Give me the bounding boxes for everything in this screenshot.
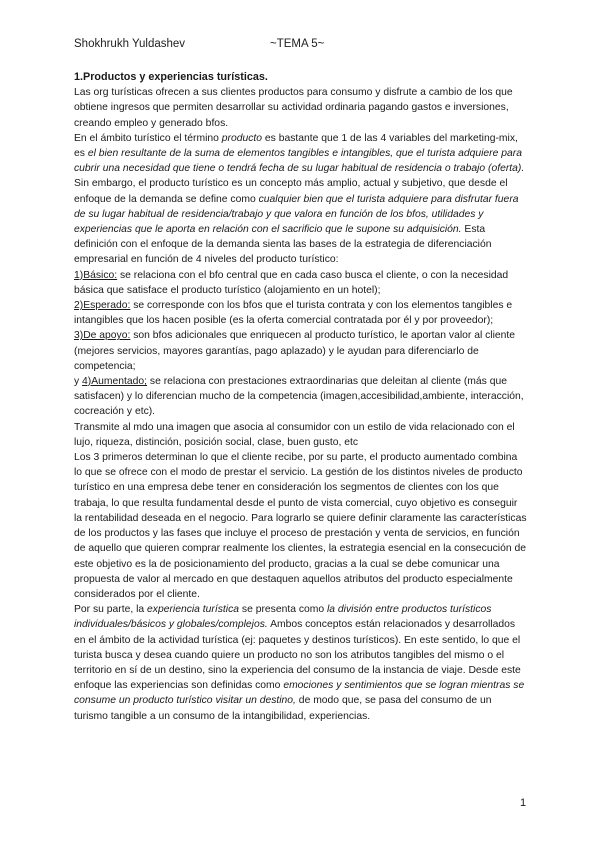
level-augmented — [74, 374, 528, 420]
text-run: y — [74, 376, 83, 388]
text-run: se presenta como — [239, 604, 327, 616]
italic-definition: el bien resultante de la suma de elementos tangibles e intangibles, que el turista adquiere para cubrir una necesidad que tiene o tendrá fecha de su lugar habitual de residencia o trabajo (oferta). — [74, 148, 525, 175]
paragraph-management: Los 3 primeros determinan lo que el cliente recibe, por su parte, el producto aumentado combina lo que se ofrece con el modo de prestar el servicio. La gestión de los distintos niveles de producto turístico en una empresa debe tener en consideración los segmentos de clientes con los que trabaja, lo que resulta fundamental desde el punto de vista comercial, cuyo objetivo es conseguir la rentabilidad deseada en el negocio. Para lograrlo se quiere definir claramente las características de los productos y las fases que incluye el proceso de prestación y venta de servicios, en función de aquello que quieren comprar realmente los clientes, la estrategia esencial en la consecución de este objetivo es la de posicionamiento del producto, gracias a la cual se debe comunicar una propuesta de valor al mercado en que destaquen aquellos atributos del producto especialmente considerados por el cliente. — [74, 452, 527, 600]
level-expected — [74, 298, 528, 328]
paragraph-experience — [74, 602, 528, 724]
author-name: Shokhrukh Yuldashev — [74, 38, 186, 50]
italic-definition: emociones y sentimientos que se logran mientras se consume un producto turístico visitar un destino, — [74, 680, 525, 707]
level-label: 4)Aumentado; — [82, 376, 148, 388]
level-text: son bfos adicionales que enriquecen al producto turístico, le aportan valor al cliente (mejores servicios, mayores garantías, pago aplazado) y le ayudan para diferenciarlo de competencia; — [74, 330, 516, 372]
document-body — [74, 70, 528, 724]
text-run: de modo que, se pasa del consumo de un turismo tangible a un consumo de la intangibilidad, experiencias. — [74, 695, 492, 722]
text-run: Ambos conceptos están relacionados y desarrollados en el ámbito de la actividad turística (ej: paquetes y destinos turísticos). En este sentido, lo que el turista busca y desea cuando quiere un producto no son los atributos tangibles del mismo o el territorio en sí de un destino, sino la experiencia del consumo de la instancia de viaje. Desde este enfoque las experiencias son definidas como — [74, 619, 521, 692]
page-number: 1 — [520, 797, 527, 809]
text-run: Por su parte, la — [74, 604, 148, 616]
italic-term: producto — [221, 132, 263, 144]
topic-title: ~TEMA 5~ — [270, 38, 325, 50]
paragraph-intro: Las org turísticas ofrecen a sus clientes productos para consumo y disfrute a cambio de los que obtiene ingresos que permiten desarrollar su actividad ordinaria pagando gastos e inversiones, creando empleo y generado bfos. — [74, 87, 513, 129]
level-text: se corresponde con los bfos que el turista contrata y con los elementos tangibles e intangibles que los hacen posible (es la oferta comercial contratada por él y por proveedor); — [74, 300, 513, 327]
paragraph-image: Transmite al mdo una imagen que asocia al consumidor con un estilo de vida relacionado con el lujo, riqueza, distinción, posición social, clase, buen gusto, etc — [74, 421, 515, 448]
paragraph-definition — [74, 131, 528, 268]
page-header — [74, 38, 325, 50]
section-title: 1.Productos y experiencias turísticas. — [74, 71, 268, 83]
level-label: 1)Básico: — [74, 269, 118, 281]
level-support — [74, 328, 528, 374]
level-text: se relaciona con prestaciones extraordinarias que deleitan al cliente (más que satisfacen) y lo diferencian mucho de la competencia (imagen,accesibilidad,ambiente, interacción, cocreación y etc). — [74, 376, 524, 418]
level-label: 2)Esperado: — [74, 300, 131, 312]
level-basic — [74, 268, 528, 298]
italic-definition: la división entre productos turísticos individuales/básicos y globales/complejos. — [74, 604, 492, 631]
italic-term: experiencia turística — [147, 604, 240, 616]
text-run: Sin embargo, el producto turístico es un concepto más amplio, actual y subjetivo, que desde el enfoque de la demanda se define como — [74, 178, 508, 205]
text-run: Esta definición con el enfoque de la demanda sienta las bases de la estrategia de diferenciación empresarial en función de 4 niveles del producto turístico: — [74, 224, 492, 266]
level-label: 3)De apoyo: — [74, 330, 131, 342]
text-run: En el ámbito turístico el término — [74, 132, 222, 144]
level-text: se relaciona con el bfo central que en cada caso busca el cliente, o con la necesidad básica que satisface el producto turístico (alojamiento en un hotel); — [74, 269, 509, 296]
italic-definition: cualquier bien que el turista adquiere para disfrutar fuera de su lugar habitual de residencia/trabajo y que valora en función de los bfos, utilidades y experiencias que le aporta en relación con el sacrificio que le supone su adquisición. — [74, 193, 519, 236]
text-run: es bastante que 1 de las 4 variables del marketing-mix, es — [74, 132, 518, 160]
